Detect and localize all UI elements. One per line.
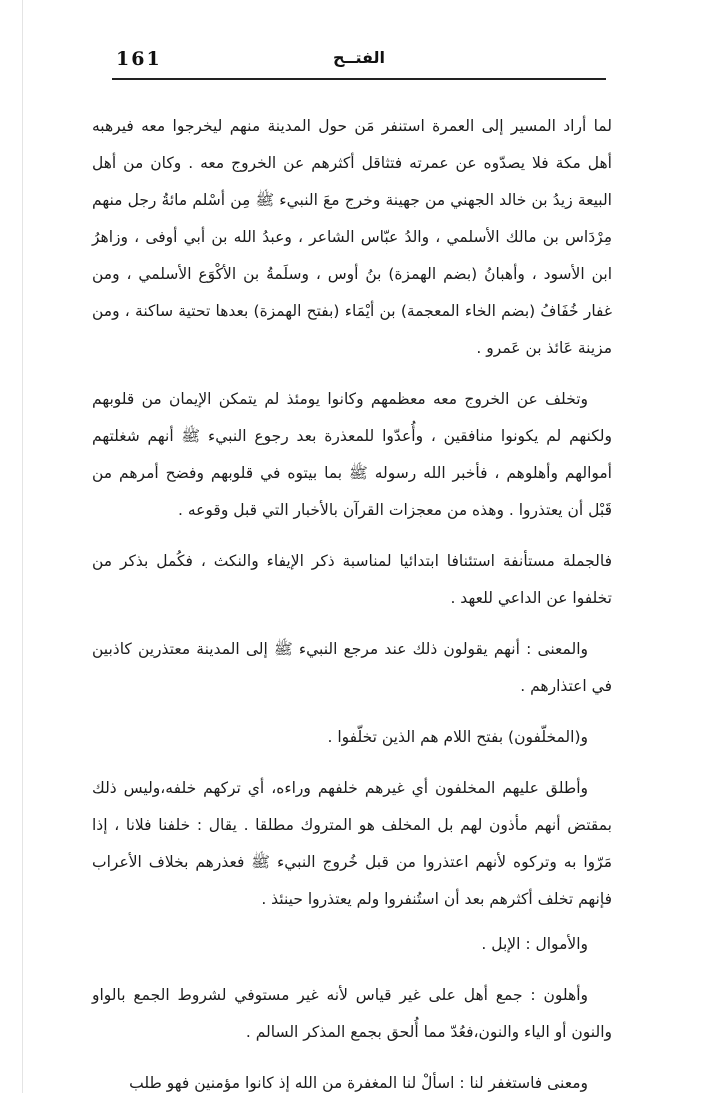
page-header [112, 44, 606, 80]
paragraph-1: لما أراد المسير إلى العمرة استنفر مَن حول المدينة منهم ليخرجوا معه فيرهبه أهل مكة فلا يصدّوه عن عمرته فتثاقل أكثرهم عن الخروج معه . وكان من أهل البيعة زيدُ بن خالد الجهني من جهينة وخرج معَ النبيء ﷺ مِن أسْلم مائةُ رجل منهم مِرْدَاس بن مالك الأسلمي ، والدُ عبّاس الشاعر ، وعبدُ الله بن أبي أوفى ، وزاهرُ ابن الأسود ، وأهبانُ (بضم الهمزة) بنُ أوس ، وسلَمةُ بن الأكْوَع الأسلمي ، ومن غفار خُفَافُ (بضم الخاء المعجمة) بن أيْمَاء (بفتح الهمزة) بعدها تحتية ساكنة ، ومن مزينة عَائذ بن عَمرو . [92, 117, 612, 357]
page-body [92, 108, 612, 1102]
paragraph-2: وتخلف عن الخروج معه معظمهم وكانوا يومئذ لم يتمكن الإيمان من قلوبهم ولكنهم لم يكونوا منافقين ، وأُعدّوا للمعذرة بعد رجوع النبيء ﷺ أنهم شغلتهم أموالهم وأهلوهم ، فأخبر الله رسوله ﷺ بما بيتوه في قلوبهم وفضح أمرهم من قَبْل أن يعتذروا . وهذه من معجزات القرآن بالأخبار التي قبل وقوعه . [92, 390, 612, 519]
paragraph-4: والمعنى : أنهم يقولون ذلك عند مرجع النبيء ﷺ إلى المدينة معتذرين كاذبين في اعتذارهم . [92, 640, 612, 695]
paragraph-6: وأطلق عليهم المخلفون أي غيرهم خلفهم وراءه، أي تركهم خلفه،وليس ذلك بمقتض أنهم مأذون لهم بل المخلف هو المتروك مطلقا . يقال : خلفنا فلانا ، إذا مَرّوا به وتركوه لأنهم اعتذروا من قبل خُروج النبيء ﷺ فعذرهم بخلاف الأعراب فإنهم تخلف أكثرهم بعد أن استُنفروا ولم يعتذروا حينئذ . [92, 779, 612, 908]
paragraph-7: والأموال : الإبل . [481, 935, 588, 953]
paragraph-5: و(المخلّفون) بفتح اللام هم الذين تخلّفوا . [327, 728, 588, 746]
running-title: الفتــح [332, 48, 385, 67]
page-number: 161 [116, 48, 162, 70]
paragraph-8: وأهلون : جمع أهل على غير قياس لأنه غير مستوفي لشروط الجمع بالواو والنون أو الياء والنون،فعُدّ مما أُلحق بجمع المذكر السالم . [92, 986, 612, 1041]
scan-margin-line [22, 0, 23, 1093]
paragraph-3: فالجملة مستأنفة استئنافا ابتدائيا لمناسبة ذكر الإيفاء والنكث ، فكُمل بذكر من تخلفوا عن الداعي للعهد . [92, 552, 612, 607]
header-rule [112, 78, 606, 80]
paragraph-9: ومعنى فاستغفر لنا : اسألْ لنا المغفرة من الله إذ كانوا مؤمنين فهو طلب [129, 1074, 588, 1092]
